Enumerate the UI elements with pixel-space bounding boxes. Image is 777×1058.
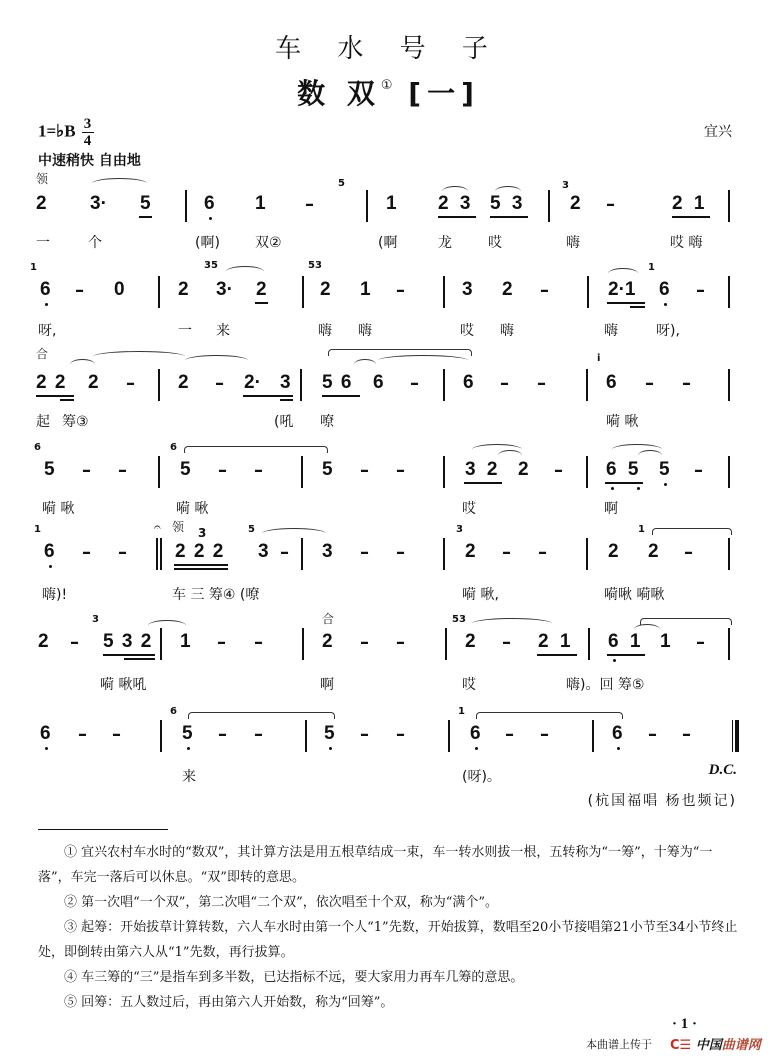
note: 6 bbox=[612, 723, 623, 744]
subtitle-text: 数 双 bbox=[297, 77, 381, 110]
logo-text-b: 曲谱网 bbox=[721, 1038, 761, 1053]
note-group: 2 1 bbox=[672, 193, 705, 214]
lyric: 车 三 筹④ (嘹 bbox=[172, 587, 260, 603]
dash: – bbox=[396, 542, 405, 563]
note: 2 bbox=[518, 459, 529, 480]
da-capo-mark: D.C. bbox=[708, 762, 737, 778]
dash: – bbox=[217, 632, 226, 653]
lead-mark: 领 bbox=[36, 172, 49, 186]
chorus-mark: 合 bbox=[322, 612, 335, 626]
time-signature bbox=[82, 117, 94, 148]
time-bottom: 4 bbox=[83, 133, 92, 149]
note: 3 bbox=[322, 541, 333, 562]
score-row-7 bbox=[0, 700, 777, 785]
lyric: (吼 bbox=[274, 414, 294, 430]
note: 1 bbox=[255, 193, 266, 214]
lyric: 嗨)。回 筹⑤ bbox=[566, 677, 645, 693]
note: 3 bbox=[280, 372, 291, 393]
fermata-icon: 𝄐 bbox=[154, 520, 161, 534]
lyric: 嗬 啾 bbox=[606, 414, 639, 430]
lyric: (啊) bbox=[195, 235, 220, 251]
note: 5 bbox=[324, 723, 335, 744]
note: 2 bbox=[465, 631, 476, 652]
note: 5 bbox=[180, 459, 191, 480]
dash: – bbox=[360, 724, 369, 745]
score-row-3 bbox=[0, 345, 777, 430]
score-row-5 bbox=[0, 520, 777, 603]
dash: – bbox=[280, 542, 289, 563]
chorus-mark: 合 bbox=[36, 347, 49, 361]
key-signature bbox=[38, 117, 94, 148]
grace-note: 5 bbox=[248, 524, 255, 535]
dash: – bbox=[410, 373, 419, 394]
song-title: 车 水 号 子 bbox=[275, 34, 502, 64]
note: 1 bbox=[180, 631, 191, 652]
grace-note: 6 bbox=[170, 442, 177, 453]
grace-note: 1 bbox=[648, 262, 655, 273]
grace-note: 1 bbox=[34, 524, 41, 535]
note: 3 bbox=[258, 541, 269, 562]
note-group: 6 1 bbox=[608, 631, 641, 652]
site-logo[interactable] bbox=[670, 1034, 761, 1053]
dash: – bbox=[540, 724, 549, 745]
dash: – bbox=[684, 542, 693, 563]
lyric: 啊 bbox=[604, 501, 618, 517]
dash: – bbox=[82, 542, 91, 563]
note-group: 5 3 2 bbox=[103, 631, 152, 652]
lyric: 龙 bbox=[438, 235, 452, 251]
note: 2 bbox=[88, 372, 99, 393]
note: 5 bbox=[44, 459, 55, 480]
dash: – bbox=[82, 460, 91, 481]
lyric: 哎 嗨 bbox=[670, 235, 703, 251]
grace-note: 3 bbox=[456, 524, 463, 535]
note-group: 2 2 bbox=[36, 372, 66, 393]
note: 5 bbox=[140, 193, 151, 214]
dash: – bbox=[70, 632, 79, 653]
grace-note: i bbox=[597, 353, 601, 364]
lyric: 哎 bbox=[488, 235, 502, 251]
grace-note: 35 bbox=[204, 260, 218, 271]
dash: – bbox=[305, 194, 314, 215]
dash: – bbox=[606, 194, 615, 215]
note: 1 bbox=[386, 193, 397, 214]
dash: – bbox=[396, 460, 405, 481]
dash: – bbox=[645, 373, 654, 394]
note: 1 bbox=[360, 279, 371, 300]
note: 1 bbox=[660, 631, 671, 652]
note: 2 bbox=[465, 541, 476, 562]
note: 5 bbox=[659, 459, 670, 480]
grace-note: 6 bbox=[34, 442, 41, 453]
note-group: 2 1 bbox=[538, 631, 571, 652]
triplet-mark: 3 bbox=[198, 526, 207, 540]
note-group: 5 3 bbox=[490, 193, 523, 214]
note: 2 bbox=[320, 279, 331, 300]
footnote-1: ① 宜兴农村车水时的“数双”，其计算方法是用五根草结成一束，车一转水则拔一根，五转称为“一筹”，十筹为“一落”，车完一落后可以休息。“双”即转的意思。 bbox=[38, 845, 713, 885]
note: 5 bbox=[322, 459, 333, 480]
dash: – bbox=[554, 460, 563, 481]
footnotes bbox=[38, 840, 738, 1015]
footnote-4: ④ 车三筹的“三”是指车到多半数，已达指标不远，要大家用力再车几筹的意思。 bbox=[64, 970, 524, 985]
dash: – bbox=[218, 460, 227, 481]
note: 3 bbox=[462, 279, 473, 300]
note: 2 bbox=[36, 193, 47, 214]
lyric: 嗬 啾 bbox=[176, 501, 209, 517]
lyric: 来 bbox=[216, 323, 230, 339]
note: 6 bbox=[659, 279, 670, 300]
note-group: 6 5 bbox=[606, 459, 639, 480]
dash: – bbox=[360, 460, 369, 481]
dash: – bbox=[500, 373, 509, 394]
note: 2· bbox=[244, 372, 261, 393]
dash: – bbox=[78, 724, 87, 745]
note: 2 bbox=[322, 631, 333, 652]
dash: – bbox=[540, 280, 549, 301]
score-row-2 bbox=[0, 260, 777, 340]
dash: – bbox=[254, 460, 263, 481]
note-group: 2·1 bbox=[608, 279, 636, 300]
lyric: 双② bbox=[255, 235, 282, 251]
lyric: 嗨 bbox=[500, 323, 514, 339]
dash: – bbox=[696, 632, 705, 653]
note: 2 bbox=[178, 372, 189, 393]
lyric: 嗨 bbox=[358, 323, 372, 339]
dash: – bbox=[396, 724, 405, 745]
note: 2 bbox=[178, 279, 189, 300]
upload-notice: 本曲谱上传于 bbox=[586, 1038, 652, 1051]
note: 6 bbox=[44, 541, 55, 562]
lyric: 嗬 啾 bbox=[42, 501, 75, 517]
grace-note: 1 bbox=[30, 262, 37, 273]
note: 6 bbox=[40, 723, 51, 744]
grace-note: 53 bbox=[308, 260, 322, 271]
dash: – bbox=[505, 724, 514, 745]
note: 2 bbox=[256, 279, 267, 300]
lyric: 嗬 啾, bbox=[462, 587, 499, 603]
note: 3· bbox=[216, 279, 233, 300]
dash: – bbox=[648, 724, 657, 745]
song-subtitle bbox=[0, 72, 777, 112]
dash: – bbox=[396, 632, 405, 653]
grace-note: 5 bbox=[338, 178, 345, 189]
lyric: 哎 bbox=[460, 323, 474, 339]
lyric: (啊 bbox=[378, 235, 398, 251]
dash: – bbox=[254, 632, 263, 653]
page-number: · 1 · bbox=[672, 1016, 698, 1032]
note: 6 bbox=[463, 372, 474, 393]
performer-credit: (杭国福唱 杨也频记) bbox=[587, 793, 737, 809]
dash: – bbox=[254, 724, 263, 745]
dash: – bbox=[682, 373, 691, 394]
note: 2 bbox=[570, 193, 581, 214]
lyric: 嗬 啾吼 bbox=[100, 677, 147, 693]
dash: – bbox=[215, 373, 224, 394]
lyric: 嗨)! bbox=[42, 587, 68, 603]
lyric: 嘹 bbox=[320, 414, 334, 430]
dash: – bbox=[696, 280, 705, 301]
dash: – bbox=[126, 373, 135, 394]
note: 2 bbox=[648, 541, 659, 562]
dash: – bbox=[218, 724, 227, 745]
lyric: 一 bbox=[178, 323, 192, 339]
dash: – bbox=[537, 373, 546, 394]
lyric: 嗨 bbox=[566, 235, 580, 251]
note: 3· bbox=[90, 193, 107, 214]
dash: – bbox=[502, 632, 511, 653]
note-group: 2 3 bbox=[438, 193, 471, 214]
lyric: 来 bbox=[182, 769, 196, 785]
lyric: 筹③ bbox=[62, 414, 89, 430]
grace-note: 53 bbox=[452, 614, 466, 625]
logo-icon: C☰ bbox=[670, 1038, 692, 1053]
lyric: 嗨 bbox=[318, 323, 332, 339]
dash: – bbox=[694, 460, 703, 481]
note: 2 bbox=[502, 279, 513, 300]
note: 6 bbox=[373, 372, 384, 393]
lyric: 哎 bbox=[462, 501, 476, 517]
note: 6 bbox=[470, 723, 481, 744]
note: 6 bbox=[40, 279, 51, 300]
lyric: 啊 bbox=[320, 677, 334, 693]
note-group: 5 6 bbox=[322, 372, 352, 393]
dash: – bbox=[118, 542, 127, 563]
footnote-ref: ① bbox=[380, 78, 393, 93]
time-top: 3 bbox=[83, 116, 92, 132]
lead-mark: 领 bbox=[172, 520, 185, 534]
tempo-marking: 中速稍快 自由地 bbox=[38, 153, 141, 169]
score-row-1 bbox=[0, 170, 777, 250]
note: 5 bbox=[182, 723, 193, 744]
footnote-2: ② 第一次唱“一个双”，第二次唱“二个双”，依次唱至十个双，称为“满个”。 bbox=[64, 895, 499, 910]
lyric: 个 bbox=[88, 235, 102, 251]
dash: – bbox=[682, 724, 691, 745]
footnote-3: ③ 起筹：开始拔草计算转数，六人车水时由第一个人“1”先数，开始拔算，数唱至20小节接唱第21小节至34小节终止处，即倒转由第六人从“1”先数，再行拔算。 bbox=[38, 920, 738, 960]
lyric: 嗬啾 嗬啾 bbox=[604, 587, 665, 603]
note-group: 2 2 2 bbox=[175, 541, 224, 562]
score-row-4 bbox=[0, 436, 777, 516]
dash: – bbox=[75, 280, 84, 301]
grace-note: 3 bbox=[92, 614, 99, 625]
note: 2 bbox=[38, 631, 49, 652]
grace-note: 1 bbox=[458, 706, 465, 717]
lyric: 哎 bbox=[462, 677, 476, 693]
dash: – bbox=[118, 460, 127, 481]
key-text: 1=♭B bbox=[38, 121, 76, 141]
logo-text-a: 中国 bbox=[695, 1038, 722, 1053]
dash: – bbox=[538, 542, 547, 563]
region-label: 宜兴 bbox=[704, 124, 732, 140]
dash: – bbox=[112, 724, 121, 745]
lyric: 呀, bbox=[38, 323, 57, 339]
grace-note: 6 bbox=[170, 706, 177, 717]
note: 0 bbox=[114, 279, 125, 300]
note: 6 bbox=[606, 372, 617, 393]
lyric: 嗨 bbox=[604, 323, 618, 339]
lyric: 起 bbox=[36, 414, 50, 430]
note: 6 bbox=[204, 193, 215, 214]
note-group: 3 2 bbox=[465, 459, 498, 480]
grace-note: 1 bbox=[638, 524, 645, 535]
dash: – bbox=[396, 280, 405, 301]
dash: – bbox=[360, 542, 369, 563]
subtitle-suffix: [一] bbox=[408, 77, 480, 110]
dash: – bbox=[360, 632, 369, 653]
lyric: 一 bbox=[36, 235, 50, 251]
lyric: 呀), bbox=[656, 323, 680, 339]
score-row-6 bbox=[0, 610, 777, 693]
footnote-divider bbox=[38, 829, 168, 830]
dash: – bbox=[502, 542, 511, 563]
note: 2 bbox=[608, 541, 619, 562]
grace-note: 3 bbox=[562, 180, 569, 191]
lyric: (呀)。 bbox=[462, 769, 501, 785]
footnote-5: ⑤ 回筹：五人数过后，再由第六人开始数，称为“回筹”。 bbox=[64, 995, 394, 1010]
